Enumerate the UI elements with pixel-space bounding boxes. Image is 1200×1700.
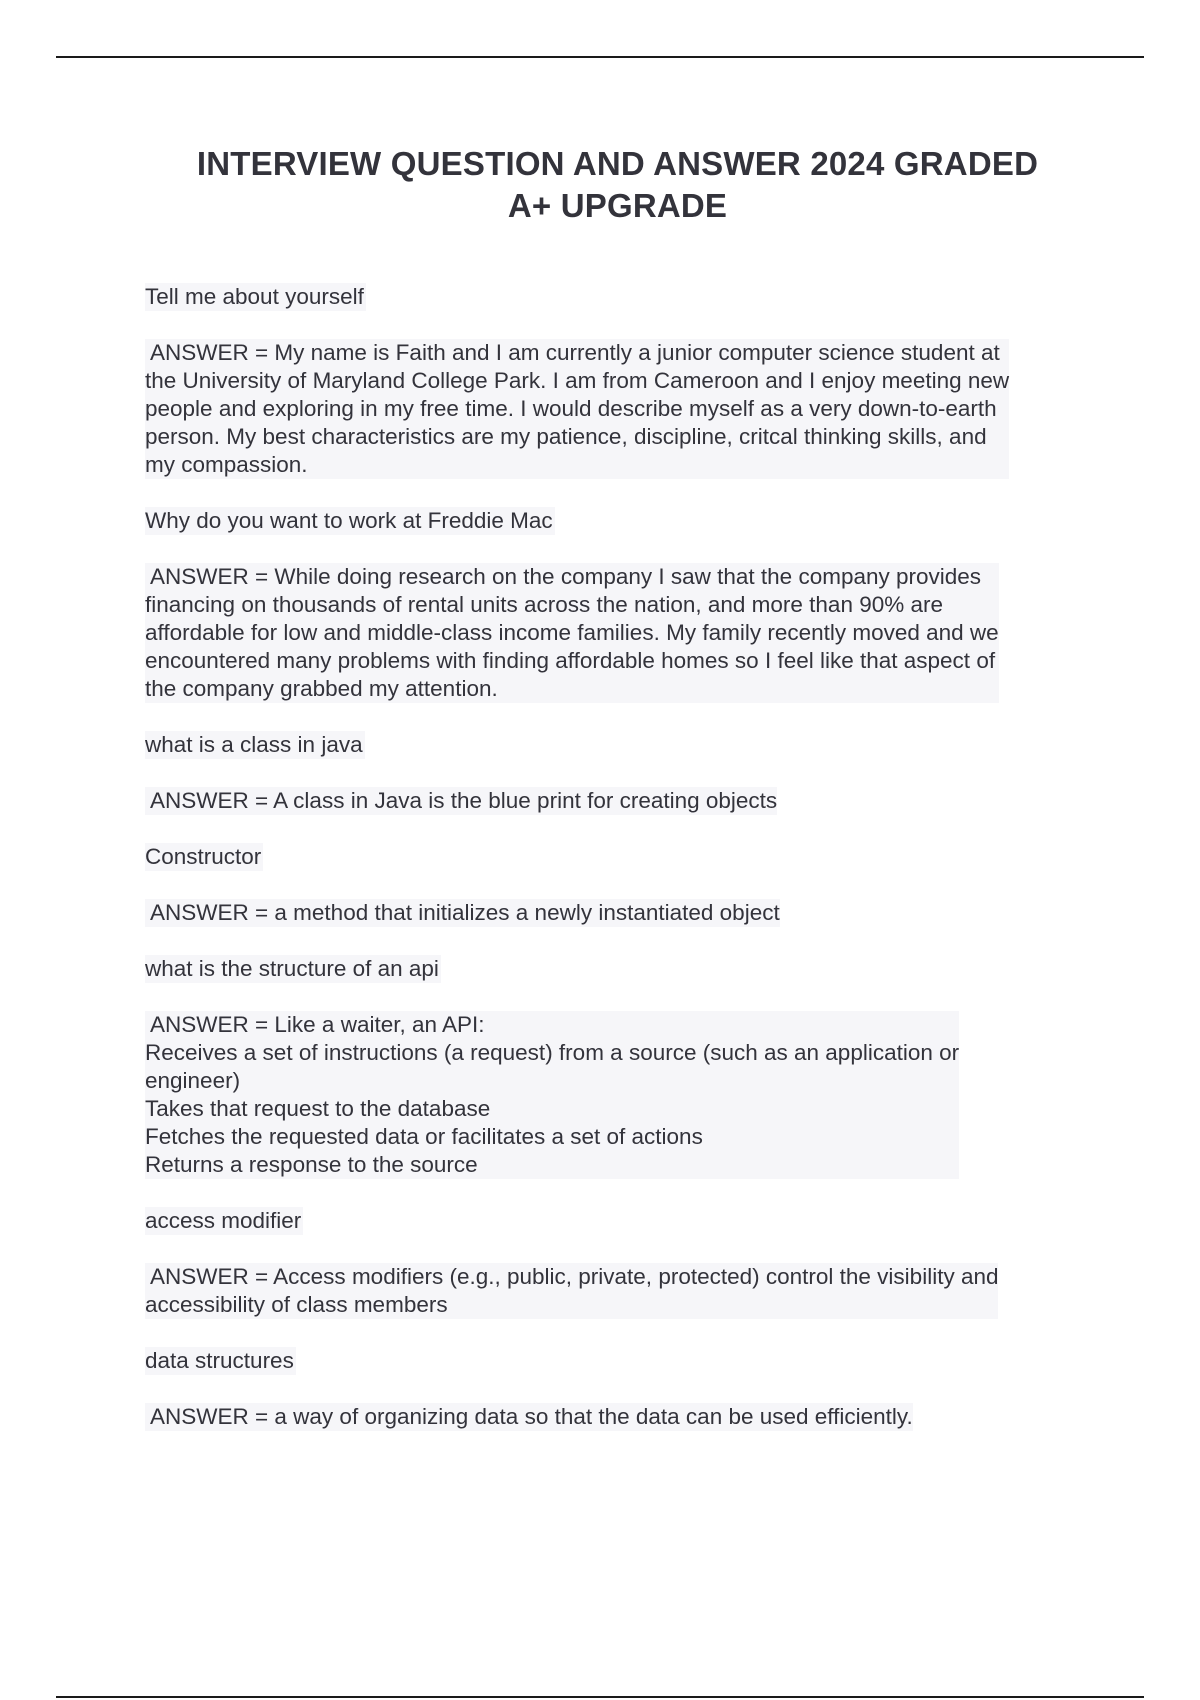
qa-item: [145, 507, 1095, 731]
answer: [145, 1011, 959, 1179]
answer-line: ANSWER = a method that initializes a newly instantiated object: [145, 900, 780, 925]
answer-line: accessibility of class members: [145, 1292, 448, 1317]
answer-line: engineer): [145, 1068, 241, 1093]
answer: [145, 1403, 913, 1431]
answer-line: the company grabbed my attention.: [145, 676, 498, 701]
answer-line: Fetches the requested data or facilitates a set of actions: [145, 1124, 703, 1149]
answer-line: ANSWER = My name is Faith and I am currently a junior computer science student at: [145, 340, 1000, 365]
title-line-1: INTERVIEW QUESTION AND ANSWER 2024 GRADED: [196, 145, 1039, 182]
answer-line: ANSWER = Like a waiter, an API:: [145, 1012, 485, 1037]
answer-line: affordable for low and middle-class income families. My family recently moved and we: [145, 620, 999, 645]
answer: [145, 899, 780, 927]
answer: [145, 1263, 998, 1319]
qa-item: [145, 843, 1095, 955]
answer-line: ANSWER = Access modifiers (e.g., public, private, protected) control the visibility and: [145, 1264, 999, 1289]
answer-line: Takes that request to the database: [145, 1096, 491, 1121]
qa-item: [145, 955, 1095, 1207]
question: Tell me about yourself: [145, 284, 364, 309]
answer-line: Returns a response to the source: [145, 1152, 478, 1177]
qa-item: [145, 731, 1095, 843]
answer: [145, 339, 1009, 479]
bottom-rule: [56, 1696, 1144, 1698]
answer-line: people and exploring in my free time. I would describe myself as a very down-to-earth: [145, 396, 997, 421]
answer-line: ANSWER = While doing research on the company I saw that the company provides: [145, 564, 982, 589]
qa-list: [145, 283, 1095, 1459]
question: what is a class in java: [145, 732, 363, 757]
answer-line: encountered many problems with finding affordable homes so I feel like that aspect of: [145, 648, 996, 673]
qa-item: [145, 1347, 1095, 1459]
qa-item: [145, 1207, 1095, 1347]
question: what is the structure of an api: [145, 956, 439, 981]
answer-line: ANSWER = A class in Java is the blue print for creating objects: [145, 788, 778, 813]
answer-line: financing on thousands of rental units across the nation, and more than 90% are: [145, 592, 944, 617]
question: Constructor: [145, 844, 262, 869]
question: Why do you want to work at Freddie Mac: [145, 508, 553, 533]
qa-item: [145, 283, 1095, 507]
answer-line: person. My best characteristics are my patience, discipline, critcal thinking skills, and: [145, 424, 987, 449]
answer-line: my compassion.: [145, 452, 308, 477]
question: data structures: [145, 1348, 294, 1373]
answer-line: Receives a set of instructions (a request) from a source (such as an application or: [145, 1040, 960, 1065]
answer: [145, 787, 777, 815]
title-line-2: A+ UPGRADE: [507, 187, 728, 224]
answer-line: ANSWER = a way of organizing data so that the data can be used efficiently.: [145, 1404, 913, 1429]
question: access modifier: [145, 1208, 302, 1233]
page-title: [140, 143, 1095, 227]
answer: [145, 563, 999, 703]
top-rule: [56, 56, 1144, 58]
answer-line: the University of Maryland College Park. I am from Cameroon and I enjoy meeting new: [145, 368, 1010, 393]
